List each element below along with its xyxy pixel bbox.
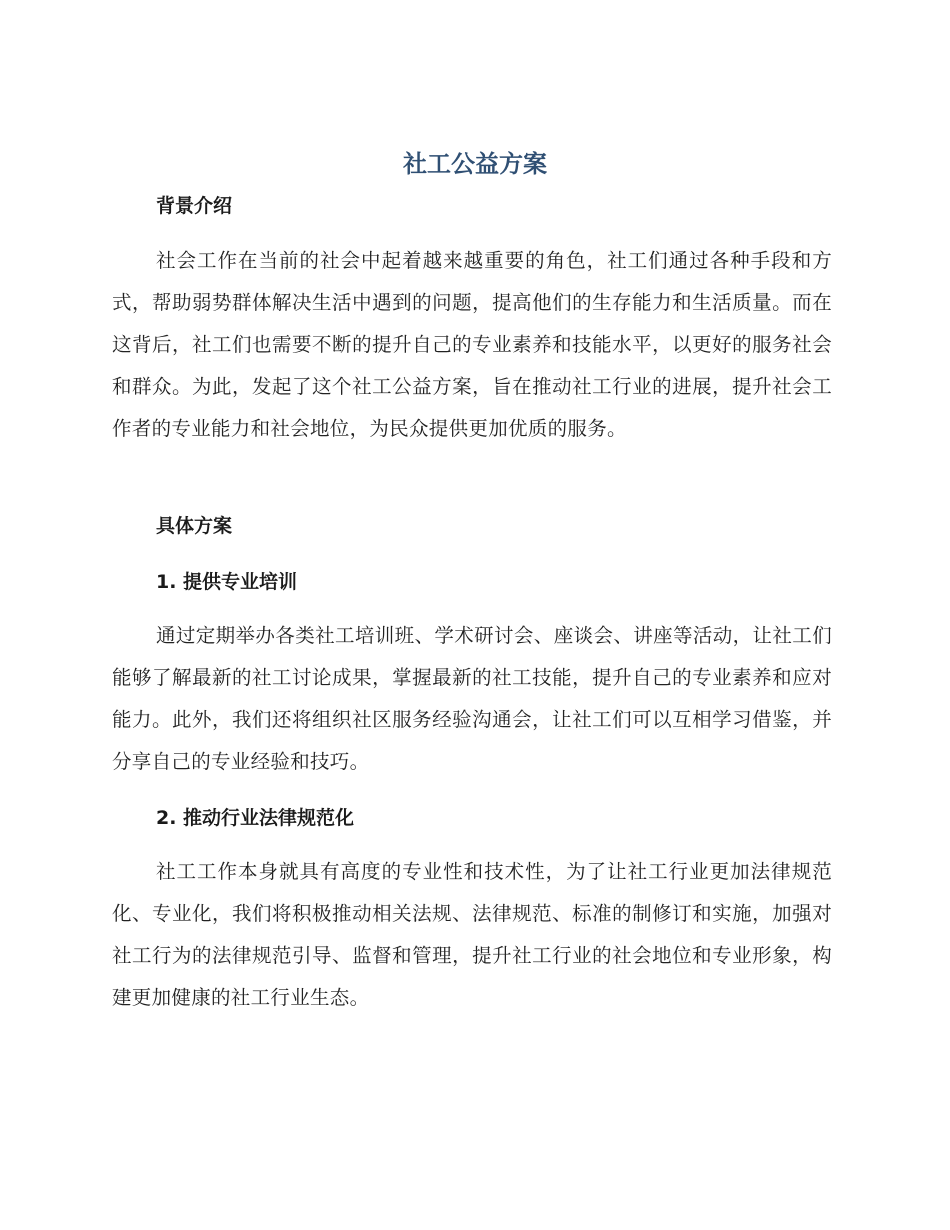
section-heading-background: 背景介绍 bbox=[156, 195, 233, 217]
subsection-heading-training: 1. 提供专业培训 bbox=[156, 571, 298, 593]
paragraph-training: 通过定期举办各类社工培训班、学术研讨会、座谈会、讲座等活动，让社工们能够了解最新的社工讨论成果，掌握最新的社工技能，提升自己的专业素养和应对能力。此外，我们还将组织社区服务经验沟通会，让社工们可以互相学习借鉴，并分享自己的专业经验和技巧。 bbox=[112, 624, 832, 773]
document-title: 社工公益方案 bbox=[403, 150, 547, 178]
paragraph-legal: 社工工作本身就具有高度的专业性和技术性，为了让社工行业更加法律规范化、专业化，我们将积极推动相关法规、法律规范、标准的制修订和实施，加强对社工行为的法律规范引导、监督和管理，提升社工行业的社会地位和专业形象，构建更加健康的社工行业生态。 bbox=[112, 860, 832, 1009]
section-heading-plan: 具体方案 bbox=[156, 515, 233, 537]
paragraph-background: 社会工作在当前的社会中起着越来越重要的角色，社工们通过各种手段和方式，帮助弱势群体解决生活中遇到的问题，提高他们的生存能力和生活质量。而在这背后，社工们也需要不断的提升自己的专业素养和技能水平，以更好的服务社会和群众。为此，发起了这个社工公益方案，旨在推动社工行业的进展，提升社会工作者的专业能力和社会地位，为民众提供更加优质的服务。 bbox=[112, 249, 832, 440]
subsection-heading-legal: 2. 推动行业法律规范化 bbox=[156, 807, 355, 829]
